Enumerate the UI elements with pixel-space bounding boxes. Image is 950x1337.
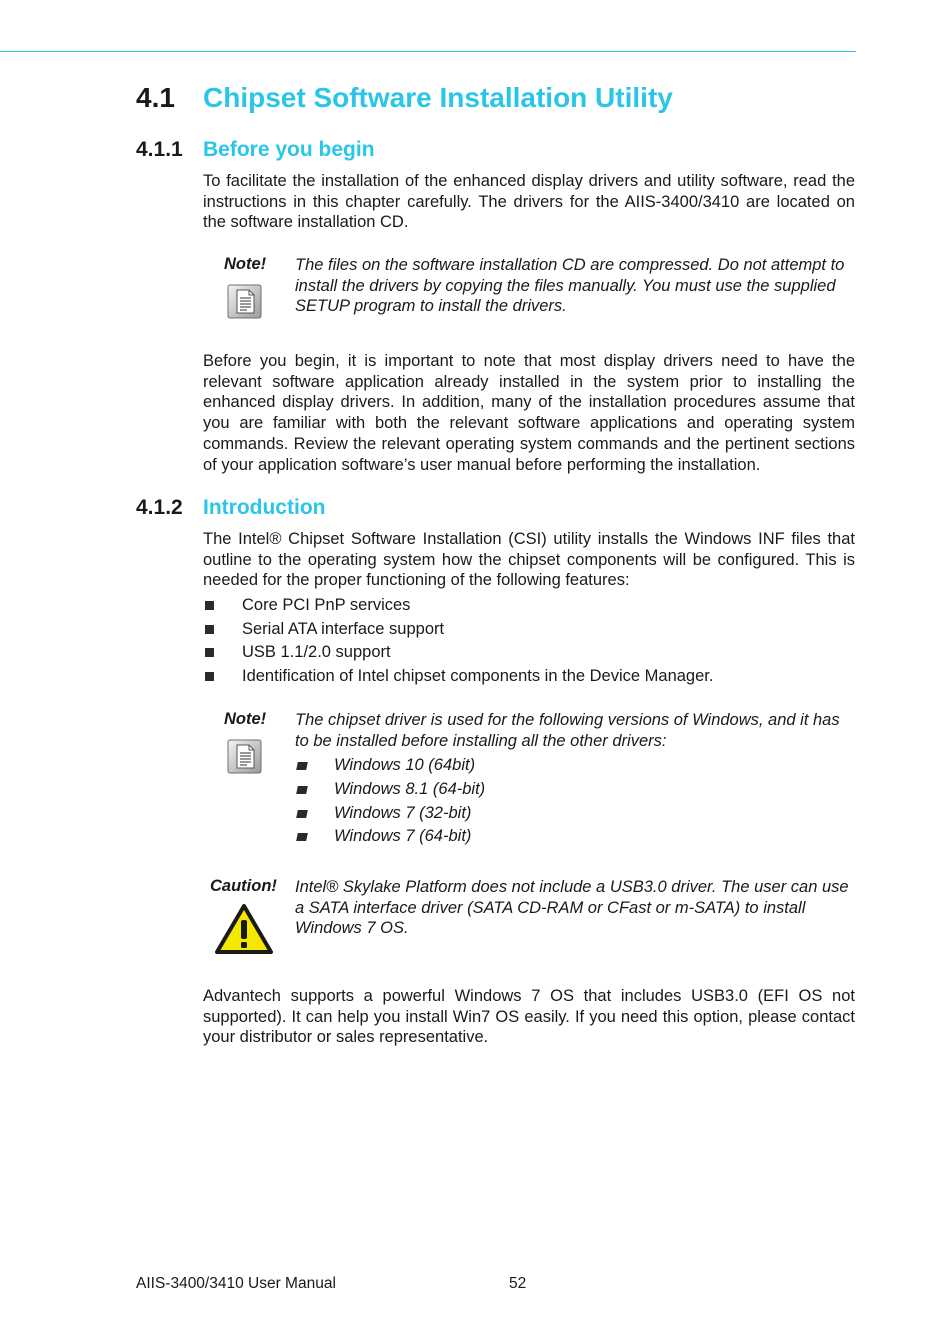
- caution-label: Caution!: [210, 877, 277, 895]
- closing-text: Advantech supports a powerful Windows 7 OS that includes USB3.0 (EFI OS not supported). It can help you install Win7 OS easily. If you need this option, please contact your distributor or sales representative.: [203, 987, 855, 1047]
- list-item: USB 1.1/2.0 support: [203, 641, 855, 665]
- note-text: The chipset driver is used for the following versions of Windows, and it has to be installed before installing all the other drivers:: [295, 711, 840, 750]
- section-title: Chipset Software Installation Utility: [203, 82, 673, 113]
- subsection-number: 4.1.2: [136, 496, 183, 519]
- bullet-square-icon: [205, 672, 214, 681]
- introduction-text: The Intel® Chipset Software Installation (CSI) utility installs the Windows INF files that outline to the operating system how the chipset components will be configured. This is needed for the proper functioning of the following features:: [203, 530, 855, 590]
- list-item: Windows 10 (64bit): [295, 754, 485, 778]
- before-begin-intro: To facilitate the installation of the enhanced display drivers and utility software, read the instructions in this chapter carefully. The drivers for the AIIS-3400/3410 are located on the software installation CD.: [203, 172, 855, 232]
- warning-triangle-icon: [214, 903, 274, 955]
- note-document-icon: [227, 739, 262, 774]
- note-text: The files on the software installation CD are compressed. Do not attempt to install the drivers by copying the files manually. You must use the supplied SETUP program to install the drivers.: [295, 256, 845, 316]
- windows-version-list: [295, 754, 485, 849]
- subsection-title: Before you begin: [203, 138, 375, 161]
- list-item: Serial ATA interface support: [203, 618, 855, 642]
- bullet-square-icon: [205, 648, 214, 657]
- footer-manual-title: AIIS-3400/3410 User Manual: [136, 1275, 336, 1292]
- caution-text: Intel® Skylake Platform does not include a USB3.0 driver. The user can use a SATA interface driver (SATA CD-RAM or CFast or m-SATA) to install Windows 7 OS.: [295, 878, 849, 938]
- bullet-square-icon: [296, 786, 308, 794]
- bullet-square-icon: [296, 833, 308, 841]
- note-label: Note!: [224, 255, 267, 273]
- list-item: Identification of Intel chipset components in the Device Manager.: [203, 665, 855, 689]
- list-item: Windows 7 (64-bit): [295, 825, 485, 849]
- bullet-square-icon: [205, 601, 214, 610]
- feature-list: [203, 594, 855, 689]
- bullet-square-icon: [296, 810, 308, 818]
- before-begin-body: Before you begin, it is important to note that most display drivers need to have the relevant software application already installed in the system prior to installing the enhanced display drivers. In addition, many of the installation procedures assume that you are familiar with both the relevant software applications and operating system commands. Review the relevant operating system commands and the pertinent sections of your application software’s user manual before performing the installation.: [203, 352, 855, 474]
- subsection-number: 4.1.1: [136, 138, 183, 161]
- note-label: Note!: [224, 710, 267, 728]
- note-document-icon: [227, 284, 262, 319]
- header-rule: [0, 51, 856, 52]
- list-item: Core PCI PnP services: [203, 594, 855, 618]
- bullet-square-icon: [296, 762, 308, 770]
- list-item: Windows 8.1 (64-bit): [295, 778, 485, 802]
- page-number: 52: [509, 1275, 527, 1292]
- bullet-square-icon: [205, 625, 214, 634]
- section-number: 4.1: [136, 82, 175, 113]
- list-item: Windows 7 (32-bit): [295, 802, 485, 826]
- subsection-title: Introduction: [203, 496, 326, 519]
